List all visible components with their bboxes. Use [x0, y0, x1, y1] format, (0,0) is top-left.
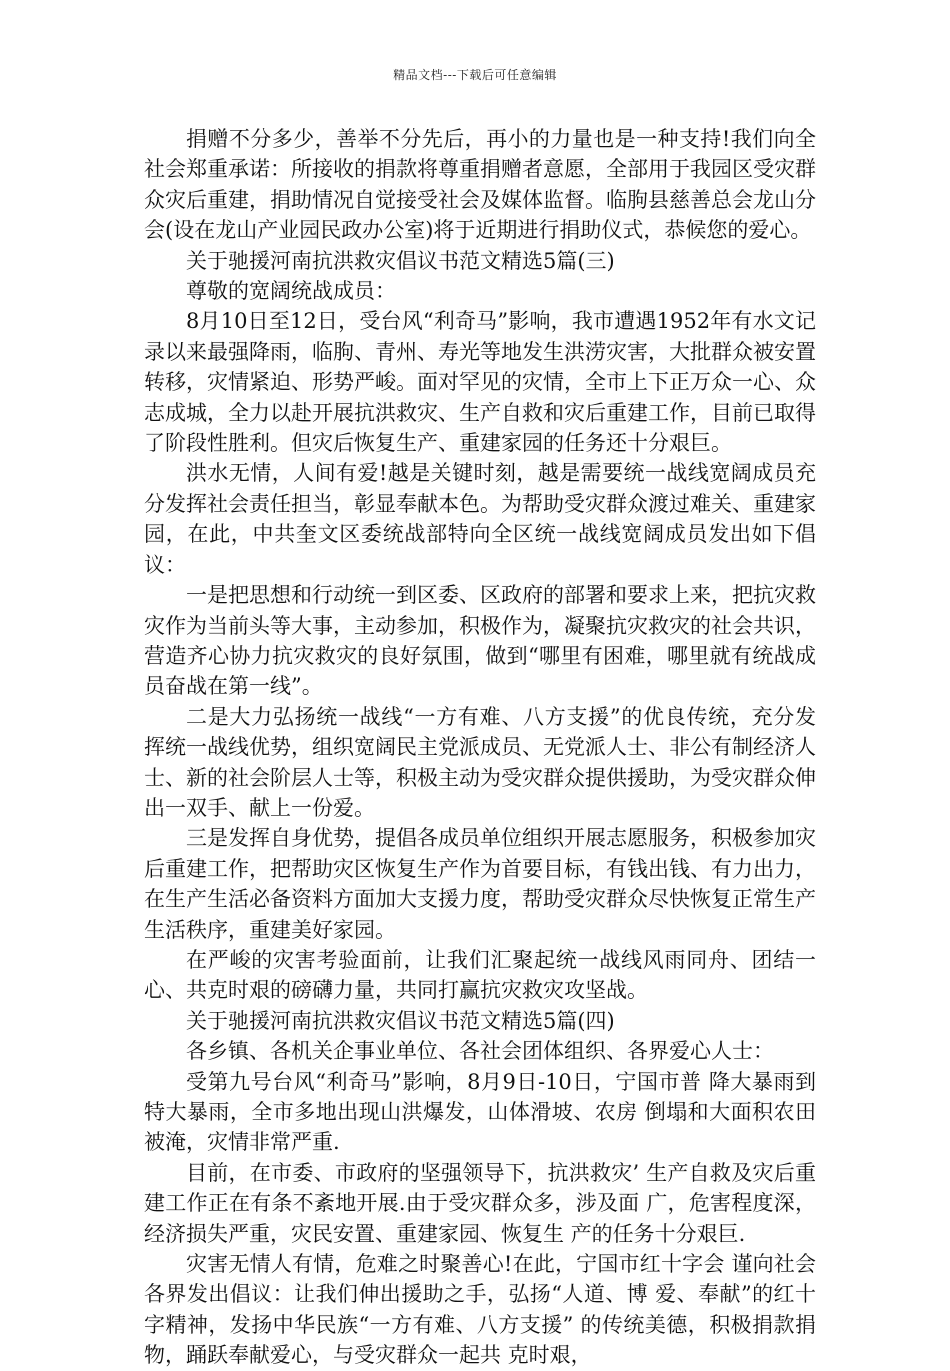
- paragraph-current-status: 目前，在市委、市政府的坚强领导下，抗洪救灾’ 生产自救及灾后重建工作正在有条不紊地开展.由于受灾群众多，涉及面 广，危害程度深，经济损失严重，灾民安置、重建家园、恢复生 产的任务十分艰巨.: [144, 1160, 816, 1246]
- paragraph-red-cross-appeal: 灾害无情人有情，危难之时聚善心!在此，宁国市红十字会 谨向社会各界发出倡议：让我们伸出援助之手，弘扬“人道、博 爱、奉献”的红十字精神，发扬中华民族“一方有难、八方支援” 的传统美德，积极捐款捐物，踊跃奉献爱心，与受灾群众一起共 克时艰，: [144, 1252, 816, 1368]
- section-title-3: 关于驰援河南抗洪救灾倡议书范文精选5篇(三): [186, 248, 615, 273]
- paragraph-proposal-2: 二是大力弘扬统一战线“一方有难、八方支援”的优良传统，充分发挥统一战线优势，组织宽阔民主党派成员、无党派人士、非公有制经济人士、新的社会阶层人士等，积极主动为受灾群众提供援助，为受灾群众伸出一双手、献上一份爱。: [144, 704, 816, 820]
- document-body: [144, 124, 816, 1371]
- section-title-4: 关于驰援河南抗洪救灾倡议书范文精选5篇(四): [186, 1008, 615, 1033]
- paragraph-closing-3: 在严峻的灾害考验面前，让我们汇聚起统一战线风雨同舟、团结一心、共克时艰的磅礴力量，共同打赢抗灾救灾攻坚战。: [144, 947, 816, 1003]
- paragraph-typhoon-impact: 受第九号台风“利奇马”影响，8月9日-10日，宁国市普 降大暴雨到特大暴雨，全市多地出现山洪爆发，山体滑坡、农房 倒塌和大面积农田被淹，灾情非常严重.: [144, 1069, 816, 1155]
- salutation-3: 尊敬的宽阔统战成员：: [186, 279, 396, 304]
- paragraph-appeal: 洪水无情，人间有爱!越是关键时刻，越是需要统一战线宽阔成员充分发挥社会责任担当，彰显奉献本色。为帮助受灾群众渡过难关、重建家园，在此，中共奎文区委统战部特向全区统一战线宽阔成员发出如下倡议：: [144, 461, 816, 577]
- paragraph-proposal-1: 一是把思想和行动统一到区委、区政府的部署和要求上来，把抗灾救灾作为当前头等大事，主动参加，积极作为，凝聚抗灾救灾的社会共识，营造齐心协力抗灾救灾的良好氛围，做到“哪里有困难，哪里就有统战成员奋战在第一线”。: [144, 583, 816, 699]
- paragraph-donation-pledge: 捐赠不分多少，善举不分先后，再小的力量也是一种支持!我们向全社会郑重承诺：所接收的捐款将尊重捐赠者意愿，全部用于我园区受灾群众灾后重建，捐助情况自觉接受社会及媒体监督。临朐县慈善总会龙山分会(设在龙山产业园民政办公室)将于近期进行捐助仪式，恭候您的爱心。: [144, 127, 816, 243]
- salutation-4: 各乡镇、各机关企事业单位、各社会团体组织、各界爱心人士：: [186, 1039, 774, 1064]
- paragraph-proposal-3: 三是发挥自身优势，提倡各成员单位组织开展志愿服务，积极参加灾后重建工作，把帮助灾区恢复生产作为首要目标，有钱出钱、有力出力，在生产生活必备资料方面加大支援力度，帮助受灾群众尽快恢复正常生产生活秩序，重建美好家园。: [144, 826, 816, 942]
- page-header: 精品文档---下载后可任意编辑: [393, 68, 557, 82]
- paragraph-disaster-situation: 8月10日至12日，受台风“利奇马”影响，我市遭遇1952年有水文记录以来最强降雨，临朐、青州、寿光等地发生洪涝灾害，大批群众被安置转移，灾情紧迫、形势严峻。面对罕见的灾情，全市上下正万众一心、众志成城，全力以赴开展抗洪救灾、生产自救和灾后重建工作，目前已取得了阶段性胜利。但灾后恢复生产、重建家园的任务还十分艰巨。: [144, 309, 816, 456]
